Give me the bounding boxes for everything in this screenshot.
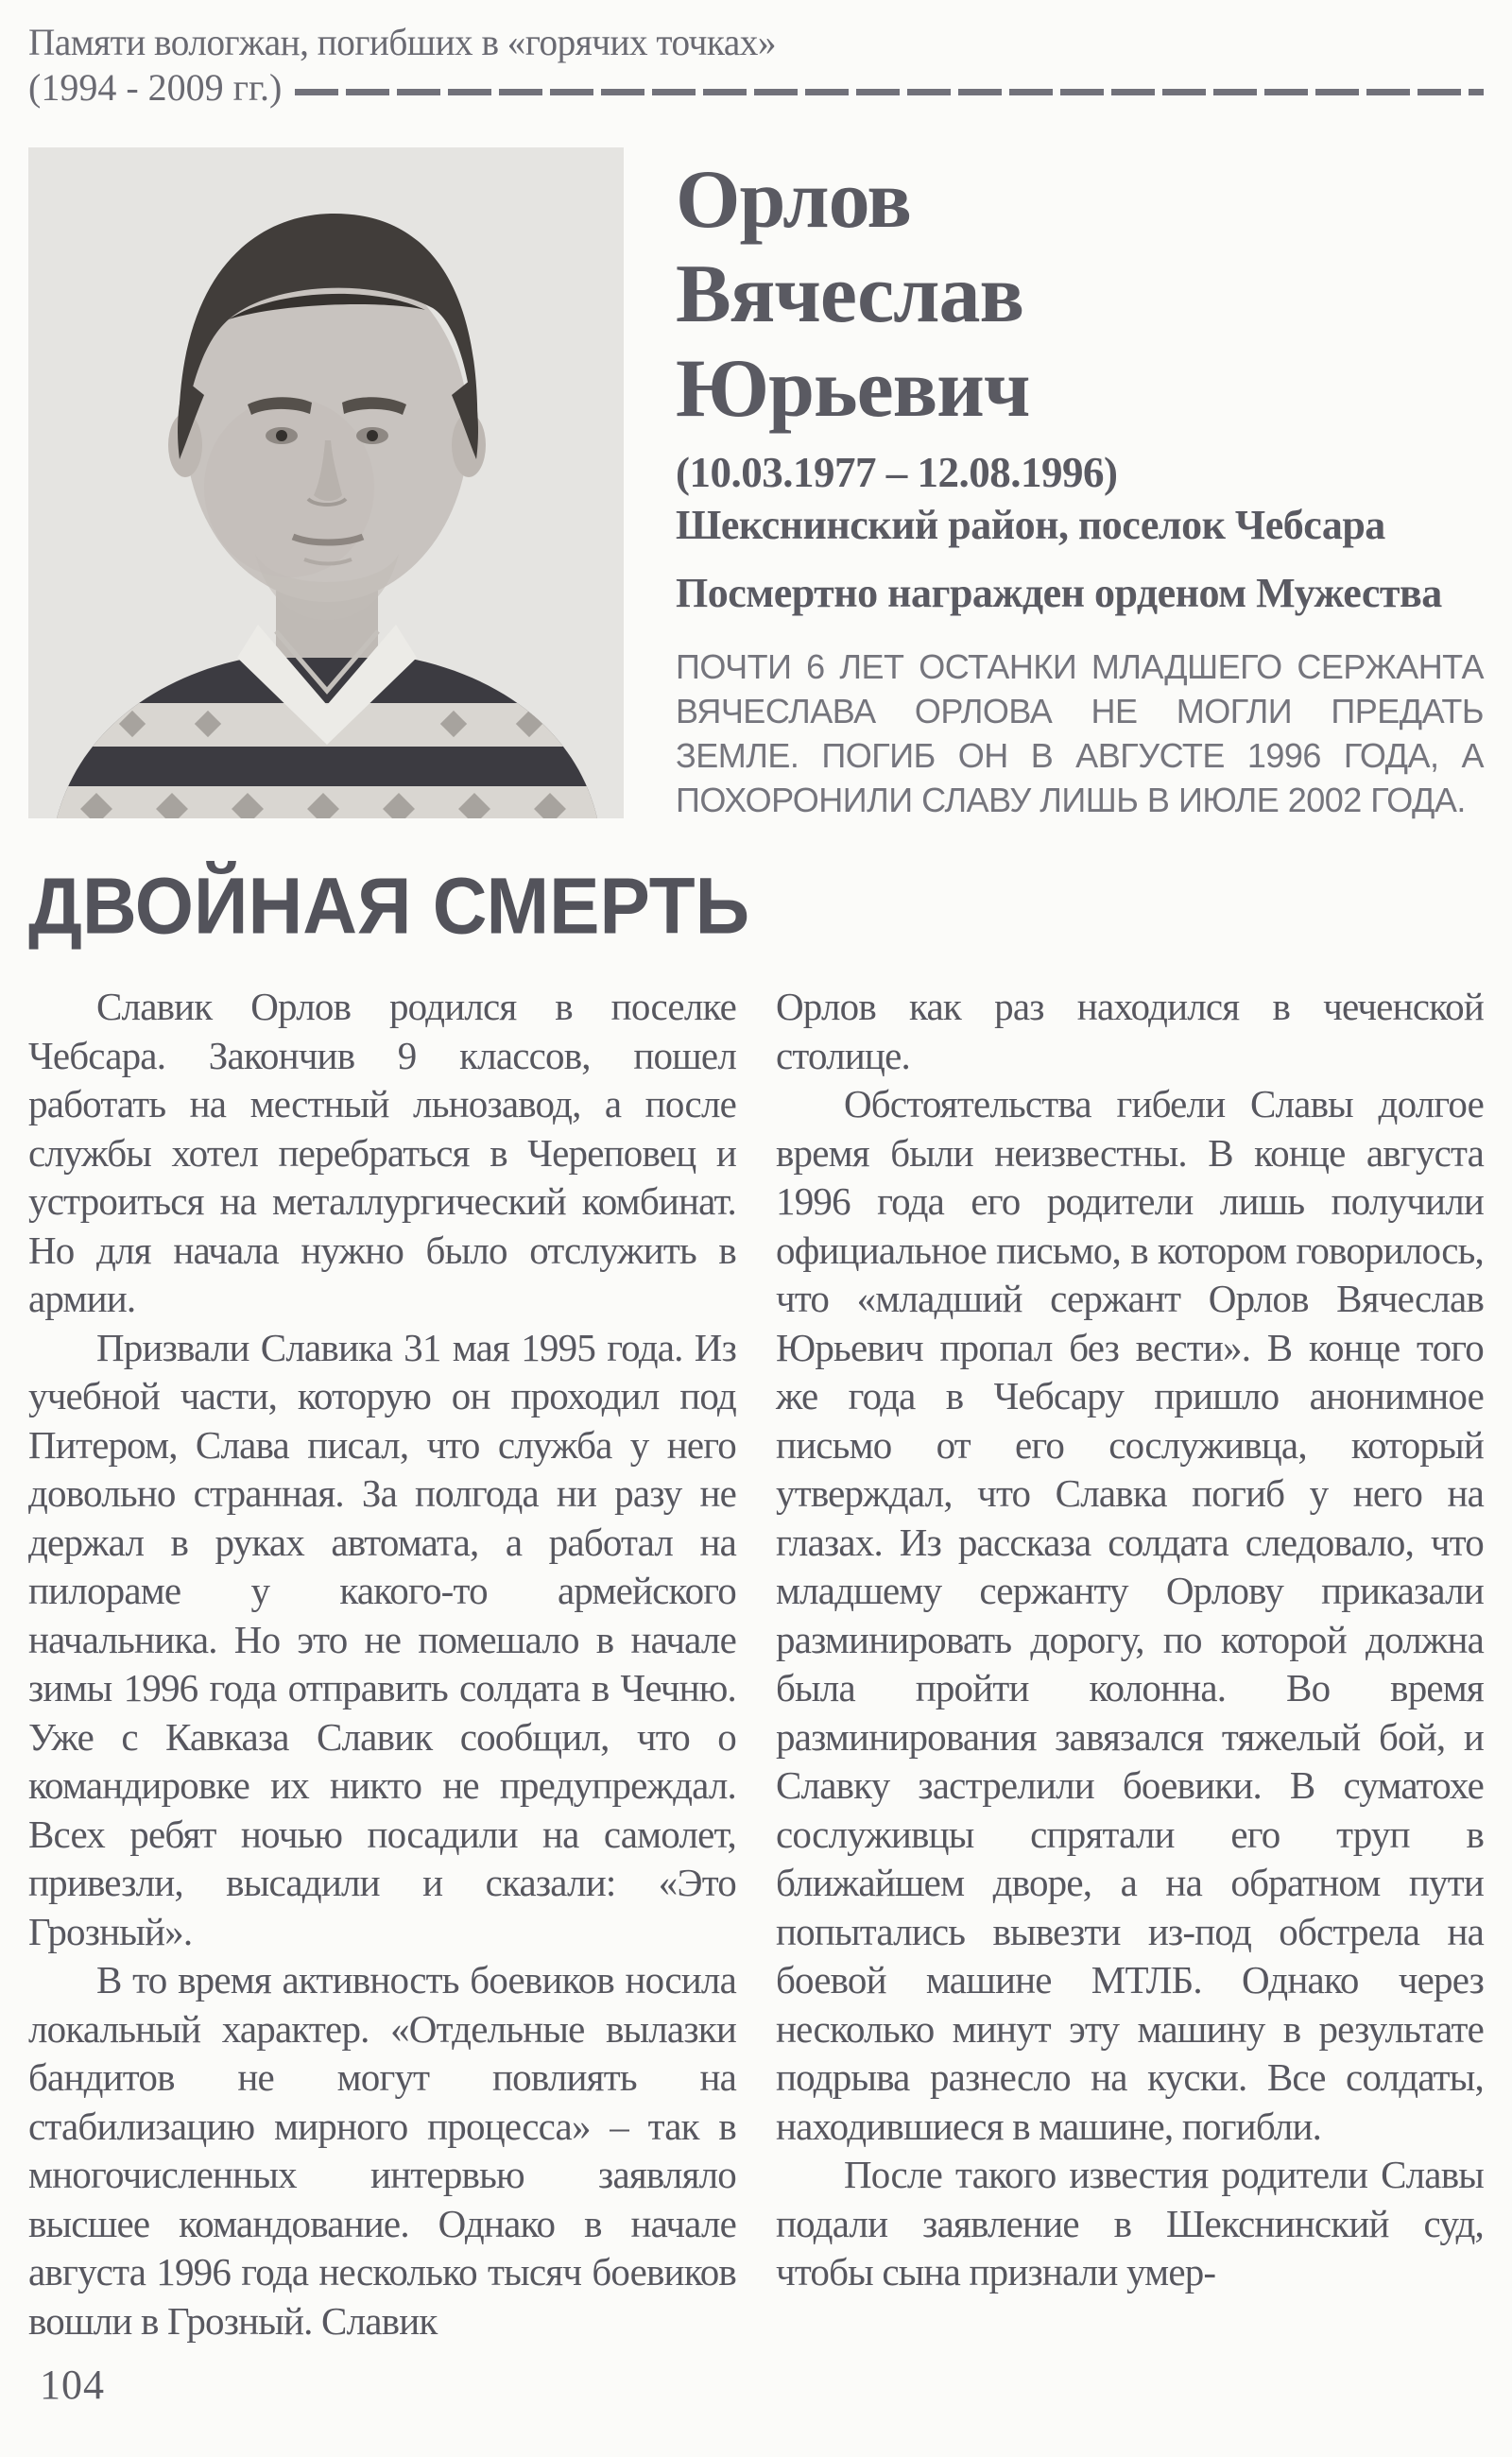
lead-paragraph: ПОЧТИ 6 ЛЕТ ОСТАНКИ МЛАДШЕГО СЕРЖАНТА ВЯЧЕСЛАВА ОРЛОВА НЕ МОГЛИ ПРЕДАТЬ ЗЕМЛЕ. ПОГИБ ОН В АВГУСТЕ 1996 ГОДА, А ПОХОРОНИЛИ СЛАВУ ЛИШЬ В ИЮЛЕ 2002 ГОДА. xyxy=(676,647,1484,819)
paragraph: Орлов как раз находился в чеченской столице. xyxy=(776,985,1484,1077)
life-dates: (10.03.1977 – 12.08.1996) xyxy=(676,449,1118,496)
person-name xyxy=(676,153,1484,437)
paragraph: Обстоятельства гибели Славы долгое время были неизвестны. В конце августа 1996 года его родители лишь получили официальное письмо, в котором говорилось, что «младший сержант Орлов Вячеслав Юрьевич пропал без вести». В конце того же года в Чебсару пришло анонимное письмо от его сослуживца, который утверждал, что Славка погиб у него на глазах. Из рассказа солдата следовало, что младшему сержанту Орлову приказали разминировать дорогу, по которой должна была пройти колонна. Во время разминирования завязался тяжелый бой, и Славку застрелили боевики. В суматохе сослуживцы спрятали его труп в ближайшем дворе, а на обратном пути попытались вывезти из-под обстрела на боевой машине МТЛБ. Однако через несколько минут эту машину в результате подрыва разнесло на куски. Все солдаты, находившиеся в машине, погибли. xyxy=(776,1082,1484,2148)
dashed-rule xyxy=(295,89,1484,95)
series-title: Памяти вологжан, погибших в «горячих точках» xyxy=(28,21,776,63)
home-location: Шекснинский район, поселок Чебсара xyxy=(676,502,1385,548)
award-line: Посмертно награжден орденом Мужества xyxy=(676,570,1442,616)
article-title: ДВОЙНАЯ СМЕРТЬ xyxy=(28,861,750,951)
paragraph: Славик Орлов родился в поселке Чебсара. Закончив 9 классов, пошел работать на местный льнозавод, а после службы хотел перебраться в Череповец и устроиться на металлургический комбинат. Но для начала нужно было отслужить в армии. xyxy=(28,985,736,1320)
paragraph: Призвали Славика 31 мая 1995 года. Из учебной части, которую он проходил под Питером, Слава писал, что служба у него довольно странная. За полгода ни разу не держал в руках автомата, а работал на пилораме у какого-то армейского начальника. Но это не помешало в начале зимы 1996 года отправить солдата в Чечню. Уже с Кавказа Славик сообщил, что о командировке их никто не предупреждал. Всех ребят ночью посадили на самолет, привезли, высадили и сказали: «Это Грозный». xyxy=(28,1325,736,1953)
hero-section xyxy=(28,147,1484,822)
series-years: (1994 - 2009 гг.) xyxy=(28,66,283,109)
name-surname: Орлов xyxy=(676,154,911,246)
name-first: Вячеслав xyxy=(676,249,1024,340)
profile-block xyxy=(624,147,1484,822)
series-subtitle-row xyxy=(28,66,1484,110)
running-header xyxy=(28,21,1484,110)
article-columns xyxy=(28,983,1484,2345)
paragraph: После такого известия родители Славы подали заявление в Шекснинский суд, чтобы сына признали умер- xyxy=(776,2153,1484,2294)
name-patronymic: Юрьевич xyxy=(676,343,1030,435)
portrait-photo-illustration xyxy=(28,147,624,818)
paragraph: В то время активность боевиков носила локальный характер. «Отдельные вылазки бандитов не могут повлиять на стабилизацию мирного процесса» – так в многочисленных интервью заявляло высшее командование. Однако в начале августа 1996 года несколько тысяч боевиков вошли в Грозный. Славик xyxy=(28,1958,736,2343)
column-right xyxy=(776,983,1484,2345)
page-number: 104 xyxy=(40,2362,105,2408)
column-left xyxy=(28,983,736,2345)
portrait-photo xyxy=(28,147,624,818)
